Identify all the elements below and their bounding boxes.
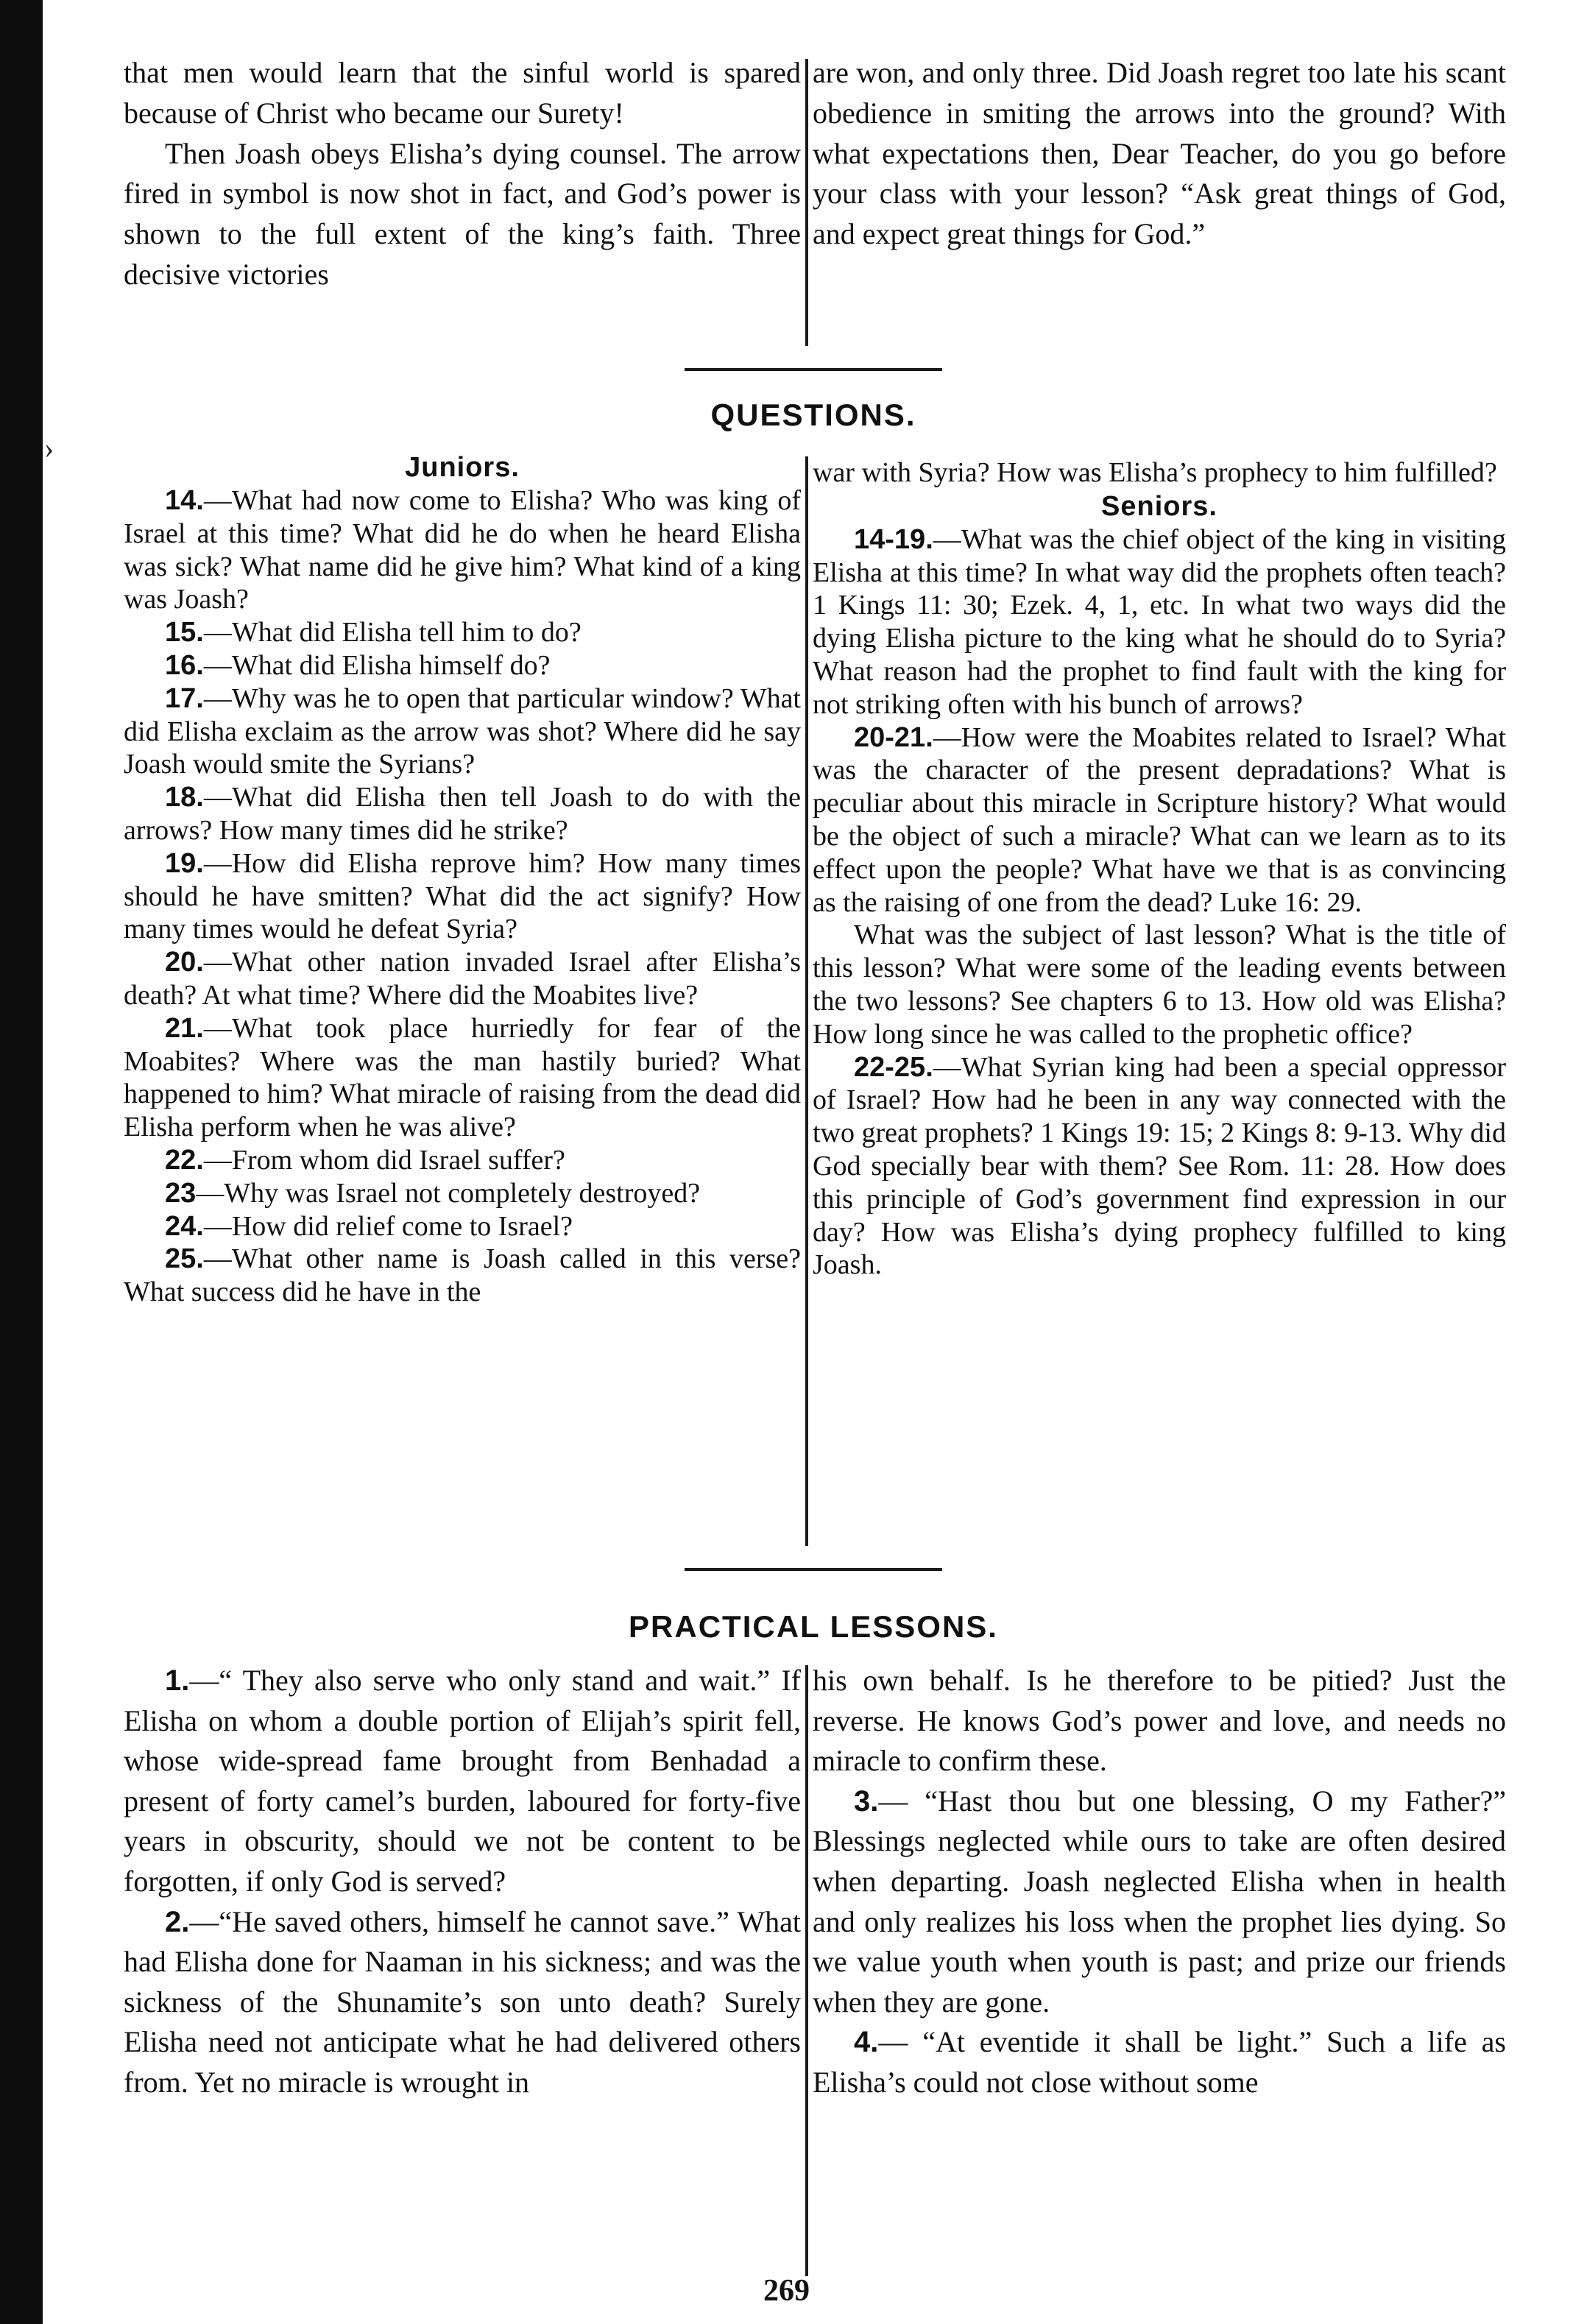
lesson-paragraph: his own behalf. Is he therefore to be pitied? Just the reverse. He knows God’s power and love, and needs no miracle to confirm these. (813, 1664, 1506, 1778)
lesson-paragraph: 3.— “Hast thou but one blessing, O my Father?” Blessings neglected while ours to take are often desired when departing. Joash neglected Elisha when in health and only realizes his loss when the prophet lies dying. So we value youth when youth is past; and prize our friends when they are gone. (813, 1784, 1506, 2019)
section-divider-2 (685, 1568, 942, 1571)
margin-mark-1: › (44, 431, 54, 465)
juniors-label: Juniors. (405, 452, 520, 483)
lesson-paragraph: 1.—“ They also serve who only stand and wait.” If Elisha on whom a double portion of Elijah’s spirit fell, whose wide-spread fame brought from Benhadad a present of forty camel’s burden, laboured for forty-five years in obscurity, should we not be content to be forgotten, if only God is served? (124, 1664, 801, 1898)
lessons-left-column (124, 1661, 801, 2103)
questions-heading: QUESTIONS. (710, 398, 916, 432)
senior-question: 20-21.—How were the Moabites related to Israel? What was the character of the present depradations? What is peculiar about this miracle in Scripture history? What would be the object of such a miracle? What can we learn as to its effect upon the people? What have we that is as convincing as the raising of one from the dead? Luke 16: 29. (813, 721, 1506, 918)
lessons-heading: PRACTICAL LESSONS. (629, 1609, 998, 1644)
seniors-label: Seniors. (1101, 490, 1217, 522)
junior-question: 15.—What did Elisha tell him to do? (165, 617, 582, 649)
top-left-para-2: Then Joash obeys Elisha’s dying counsel. The arrow fired in symbol is now shot in fact, and God’s power is shown to the full extent of the king’s faith. Three decisive victories (124, 136, 801, 291)
senior-question: What was the subject of last lesson? What is the title of this lesson? What were some of the leading events between the two lessons? See chapters 6 to 13. How old was Elisha? How long since he was called to the prophetic office? (813, 919, 1506, 1050)
section-divider-1 (685, 368, 942, 371)
junior-question: 17.—Why was he to open that particular window? What did Elisha exclaim as the arrow was shot? Where did he say Joash would smite the Syrians? (124, 682, 801, 780)
junior-question: 14.—What had now come to Elisha? Who was king of Israel at this time? What did he do when he heard Elisha was sick? What name did he give him? What kind of a king was Joash? (124, 485, 801, 615)
top-right-para-1: are won, and only three. Did Joash regret too late his scant obedience in smiting the arrows into the ground? With what expectations then, Dear Teacher, do you go before your class with your lesson? “Ask great things of God, and expect great things for God.” (813, 56, 1506, 251)
junior-question: 19.—How did Elisha reprove him? How many times should he have smitten? What did the act signify? How many times would he defeat Syria? (124, 847, 801, 945)
senior-question: 14-19.—What was the chief object of the king in visiting Elisha at this time? In what way did the prophets often teach? 1 Kings 11: 30; Ezek. 4, 1, etc. In what two ways did the dying Elisha picture to the king what he should do to Syria? What reason had the prophet to find fault with the king for not striking often with his bunch of arrows? (813, 523, 1506, 720)
lessons-column-rule (805, 1665, 808, 2276)
seniors-continuation: war with Syria? How was Elisha’s prophecy to him fulfilled? (813, 457, 1497, 488)
junior-question: 21.—What took place hurriedly for fear of the Moabites? Where was the man hastily buried? What happened to him? What miracle of raising from the dead did Elisha perform when he was alive? (124, 1012, 801, 1143)
lessons-right-column (813, 1661, 1506, 2103)
seniors-column (813, 456, 1506, 1282)
junior-question: 25.—What other name is Joash called in this verse? What success did he have in the (124, 1243, 801, 1308)
junior-question: 23—Why was Israel not completely destroyed? (165, 1177, 701, 1209)
junior-question: 22.—From whom did Israel suffer? (165, 1144, 565, 1176)
juniors-column (124, 451, 801, 1309)
junior-question: 24.—How did relief come to Israel? (165, 1210, 573, 1242)
binding-shadow (0, 0, 43, 2324)
lesson-paragraph: 2.—“He saved others, himself he cannot save.” What had Elisha done for Naaman in his sickness; and was the sickness of the Shunamite’s son unto death? Surely Elisha need not anticipate what he had delivered others from. Yet no miracle is wrought in (124, 1904, 801, 2099)
top-left-para-1: that men would learn that the sinful world is spared because of Christ who became our Surety! (124, 56, 801, 130)
top-column-rule (805, 59, 808, 346)
top-left-column (124, 53, 801, 295)
senior-question: 22-25.—What Syrian king had been a special oppressor of Israel? How had he been in any way connected with the two great prophets? 1 Kings 19: 15; 2 Kings 8: 9-13. Why did God specially bear with them? See Rom. 11: 28. How does this principle of God’s government find expression in our day? How was Elisha’s dying prophecy fulfilled to king Joash. (813, 1051, 1506, 1281)
junior-question: 20.—What other nation invaded Israel after Elisha’s death? At what time? Where did the Moabites live? (124, 947, 801, 1011)
lesson-paragraph: 4.— “At eventide it shall be light.” Such a life as Elisha’s could not close without some (813, 2025, 1506, 2099)
page-number: 269 (763, 2274, 810, 2308)
questions-column-rule (805, 456, 808, 1546)
junior-question: 16.—What did Elisha himself do? (165, 649, 551, 681)
junior-question: 18.—What did Elisha then tell Joash to do with the arrows? How many times did he strike? (124, 782, 801, 846)
top-right-column (813, 53, 1506, 255)
